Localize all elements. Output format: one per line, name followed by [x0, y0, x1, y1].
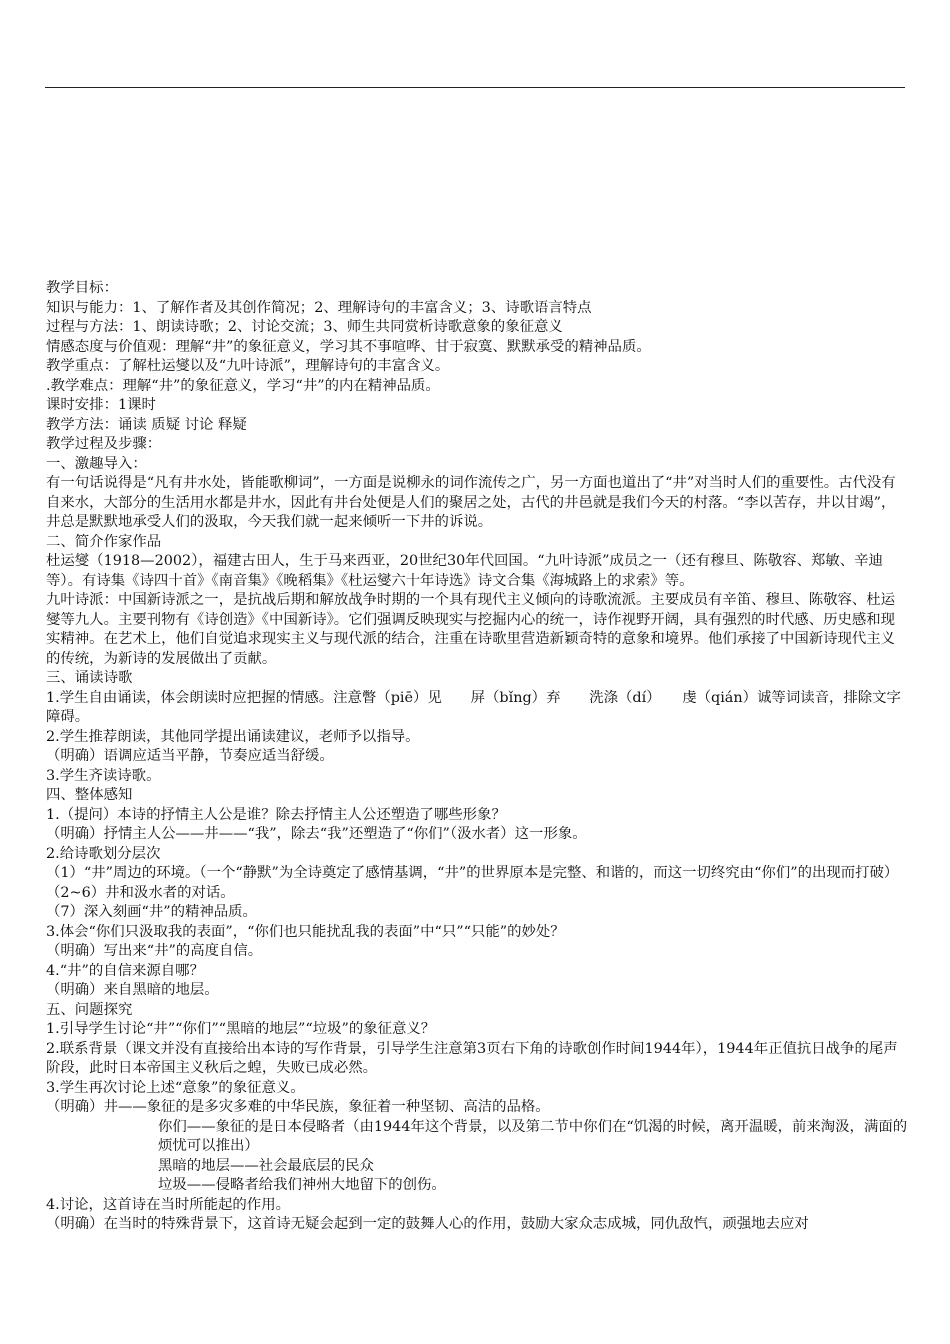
- text-line: （明确）井——象征的是多灾多难的中华民族，象征着一种坚韧、高洁的品格。: [46, 1099, 550, 1115]
- text-line: 4.“井”的自信来源自哪？: [46, 962, 204, 979]
- text-line: 知识与能力：1、了解作者及其创作简况；2、理解诗句的丰富含义；3、诗歌语言特点: [46, 299, 592, 316]
- text-line: 黑暗的地层——社会最底层的民众: [158, 1157, 374, 1174]
- paragraph: 杜运燮（1918—2002），福建古田人，生于马来西亚，20世纪30年代回国。“九叶诗派”成员之一（还有穆旦、陈敬容、郑敏、辛迪等）。有诗集《诗四十首》《南音集》《晚稻集》《杜运燮六十年诗选》诗文合集《海城路上的求索》等。: [46, 553, 883, 589]
- text-line: （明确）写出来“井”的高度自信。: [46, 943, 263, 959]
- section-heading: 五、问题探究: [46, 1001, 133, 1018]
- text-line: 垃圾——侵略者给我们神州大地留下的创伤。: [158, 1177, 446, 1193]
- text-line: 情感态度与价值观：理解“井”的象征意义，学习其不事喧哗、甘于寂寞、默默承受的精神品质。: [46, 338, 651, 355]
- text-line: （2~6）井和汲水者的对话。: [46, 884, 235, 901]
- paragraph: 九叶诗派：中国新诗派之一，是抗战后期和解放战争时期的一个具有现代主义倾向的诗歌流派。主要成员有辛笛、穆旦、陈敬容、杜运燮等九人。主要刊物有《诗创造》《中国新诗》。它们强调反映现实与挖掘内心的统一，诗作视野开阔，具有强烈的时代感、历史感和现实精神。在艺术上，他们自觉追求现实主义与现代派的结合，注重在诗歌里营造新颖奇特的意象和境界。他们承接了中国新诗现代主义的传统，为新诗的发展做出了贡献。: [46, 592, 896, 667]
- text-line: .教学难点：理解“井”的象征意义，学习“井”的内在精神品质。: [46, 377, 440, 394]
- text-line: （明确）来自黑暗的地层。: [46, 982, 219, 998]
- text-line: 3.体会“你们只汲取我的表面”，“你们也只能扰乱我的表面”中“只”“只能”的妙处？: [46, 923, 565, 940]
- text-line: 2.给诗歌划分层次: [46, 845, 161, 862]
- text-line: 教学过程及步骤：: [46, 436, 162, 452]
- text-line: 3.学生再次讨论上述“意象”的象征意义。: [46, 1079, 305, 1096]
- text-line: 教学方法：诵读 质疑 讨论 释疑: [46, 416, 247, 433]
- text-line: 教学目标：: [46, 280, 118, 296]
- section-heading: 一、激趣导入：: [46, 455, 147, 472]
- text-line: （明确）语调应适当平静，节奏应适当舒缓。: [46, 748, 334, 764]
- text-line: 教学重点：了解杜运燮以及“九叶诗派”，理解诗句的丰富含义。: [46, 358, 450, 374]
- section-heading: 三、诵读诗歌: [46, 670, 133, 686]
- lesson-plan-body: [46, 279, 908, 1235]
- text-line: （明确）在当时的特殊背景下，这首诗无疑会起到一定的鼓舞人心的作用，鼓励大家众志成城，同仇敌忾，顽强地去应对: [46, 1216, 809, 1232]
- paragraph: （1）“井”周边的环境。（一个“静默”为全诗奠定了感情基调，“井”的世界原本是完整、和谐的，而这一切终究由“你们”的出现而打破）: [46, 865, 899, 881]
- section-heading: 四、整体感知: [46, 787, 133, 803]
- text-line: 4.讨论，这首诗在当时所能起的作用。: [46, 1196, 290, 1213]
- text-line: 过程与方法：1、朗读诗歌；2、讨论交流；3、师生共同赏析诗歌意象的象征意义: [46, 319, 563, 335]
- text-line: 课时安排：1课时: [46, 397, 156, 413]
- header-rule: [45, 87, 905, 88]
- text-line: 2.学生推荐朗读，其他同学提出诵读建议，老师予以指导。: [46, 728, 420, 745]
- paragraph: 你们——象征的是日本侵略者（由1944年这个背景，以及第二节中你们在“饥渴的时候，离开温暖，前来淘汲，满面的烦忧可以推出）: [158, 1118, 908, 1154]
- paragraph: 有一句话说得是“凡有井水处，皆能歌柳词”，一方面是说柳永的词作流传之广，另一方面也道出了“井”对当时人们的重要性。古代没有自来水，大部分的生活用水都是井水，因此有井台处便是人们的聚居之处，古代的井邑就是我们今天的村落。“李以苦存，井以甘竭”，井总是默默地承受人们的汲取，今天我们就一起来倾听一下井的诉说。: [46, 475, 896, 530]
- text-line: 3.学生齐读诗歌。: [46, 767, 161, 784]
- text-line: 1.（提问）本诗的抒情主人公是谁？除去抒情主人公还塑造了哪些形象？: [46, 806, 506, 823]
- paragraph: 1.学生自由诵读，体会朗读时应把握的情感。注意瞥（piē）见 屏（bǐng）弃 洗涤（dí） 虔（qián）诚等词读音，排除文字障碍。: [46, 689, 901, 725]
- section-heading: 二、简介作家作品: [46, 533, 162, 550]
- paragraph: 2.联系背景（课文并没有直接给出本诗的写作背景，引导学生注意第3页右下角的诗歌创作时间1944年），1944年正值抗日战争的尾声阶段，此时日本帝国主义秋后之蝗，失败已成必然。: [46, 1040, 898, 1076]
- text-line: （明确）抒情主人公——井——“我”，除去“我”还塑造了“你们”（汲水者）这一形象。: [46, 826, 587, 842]
- text-line: （7）深入刻画“井”的精神品质。: [46, 904, 257, 920]
- text-line: 1.引导学生讨论“井”“你们”“黑暗的地层”“垃圾”的象征意义？: [46, 1021, 436, 1037]
